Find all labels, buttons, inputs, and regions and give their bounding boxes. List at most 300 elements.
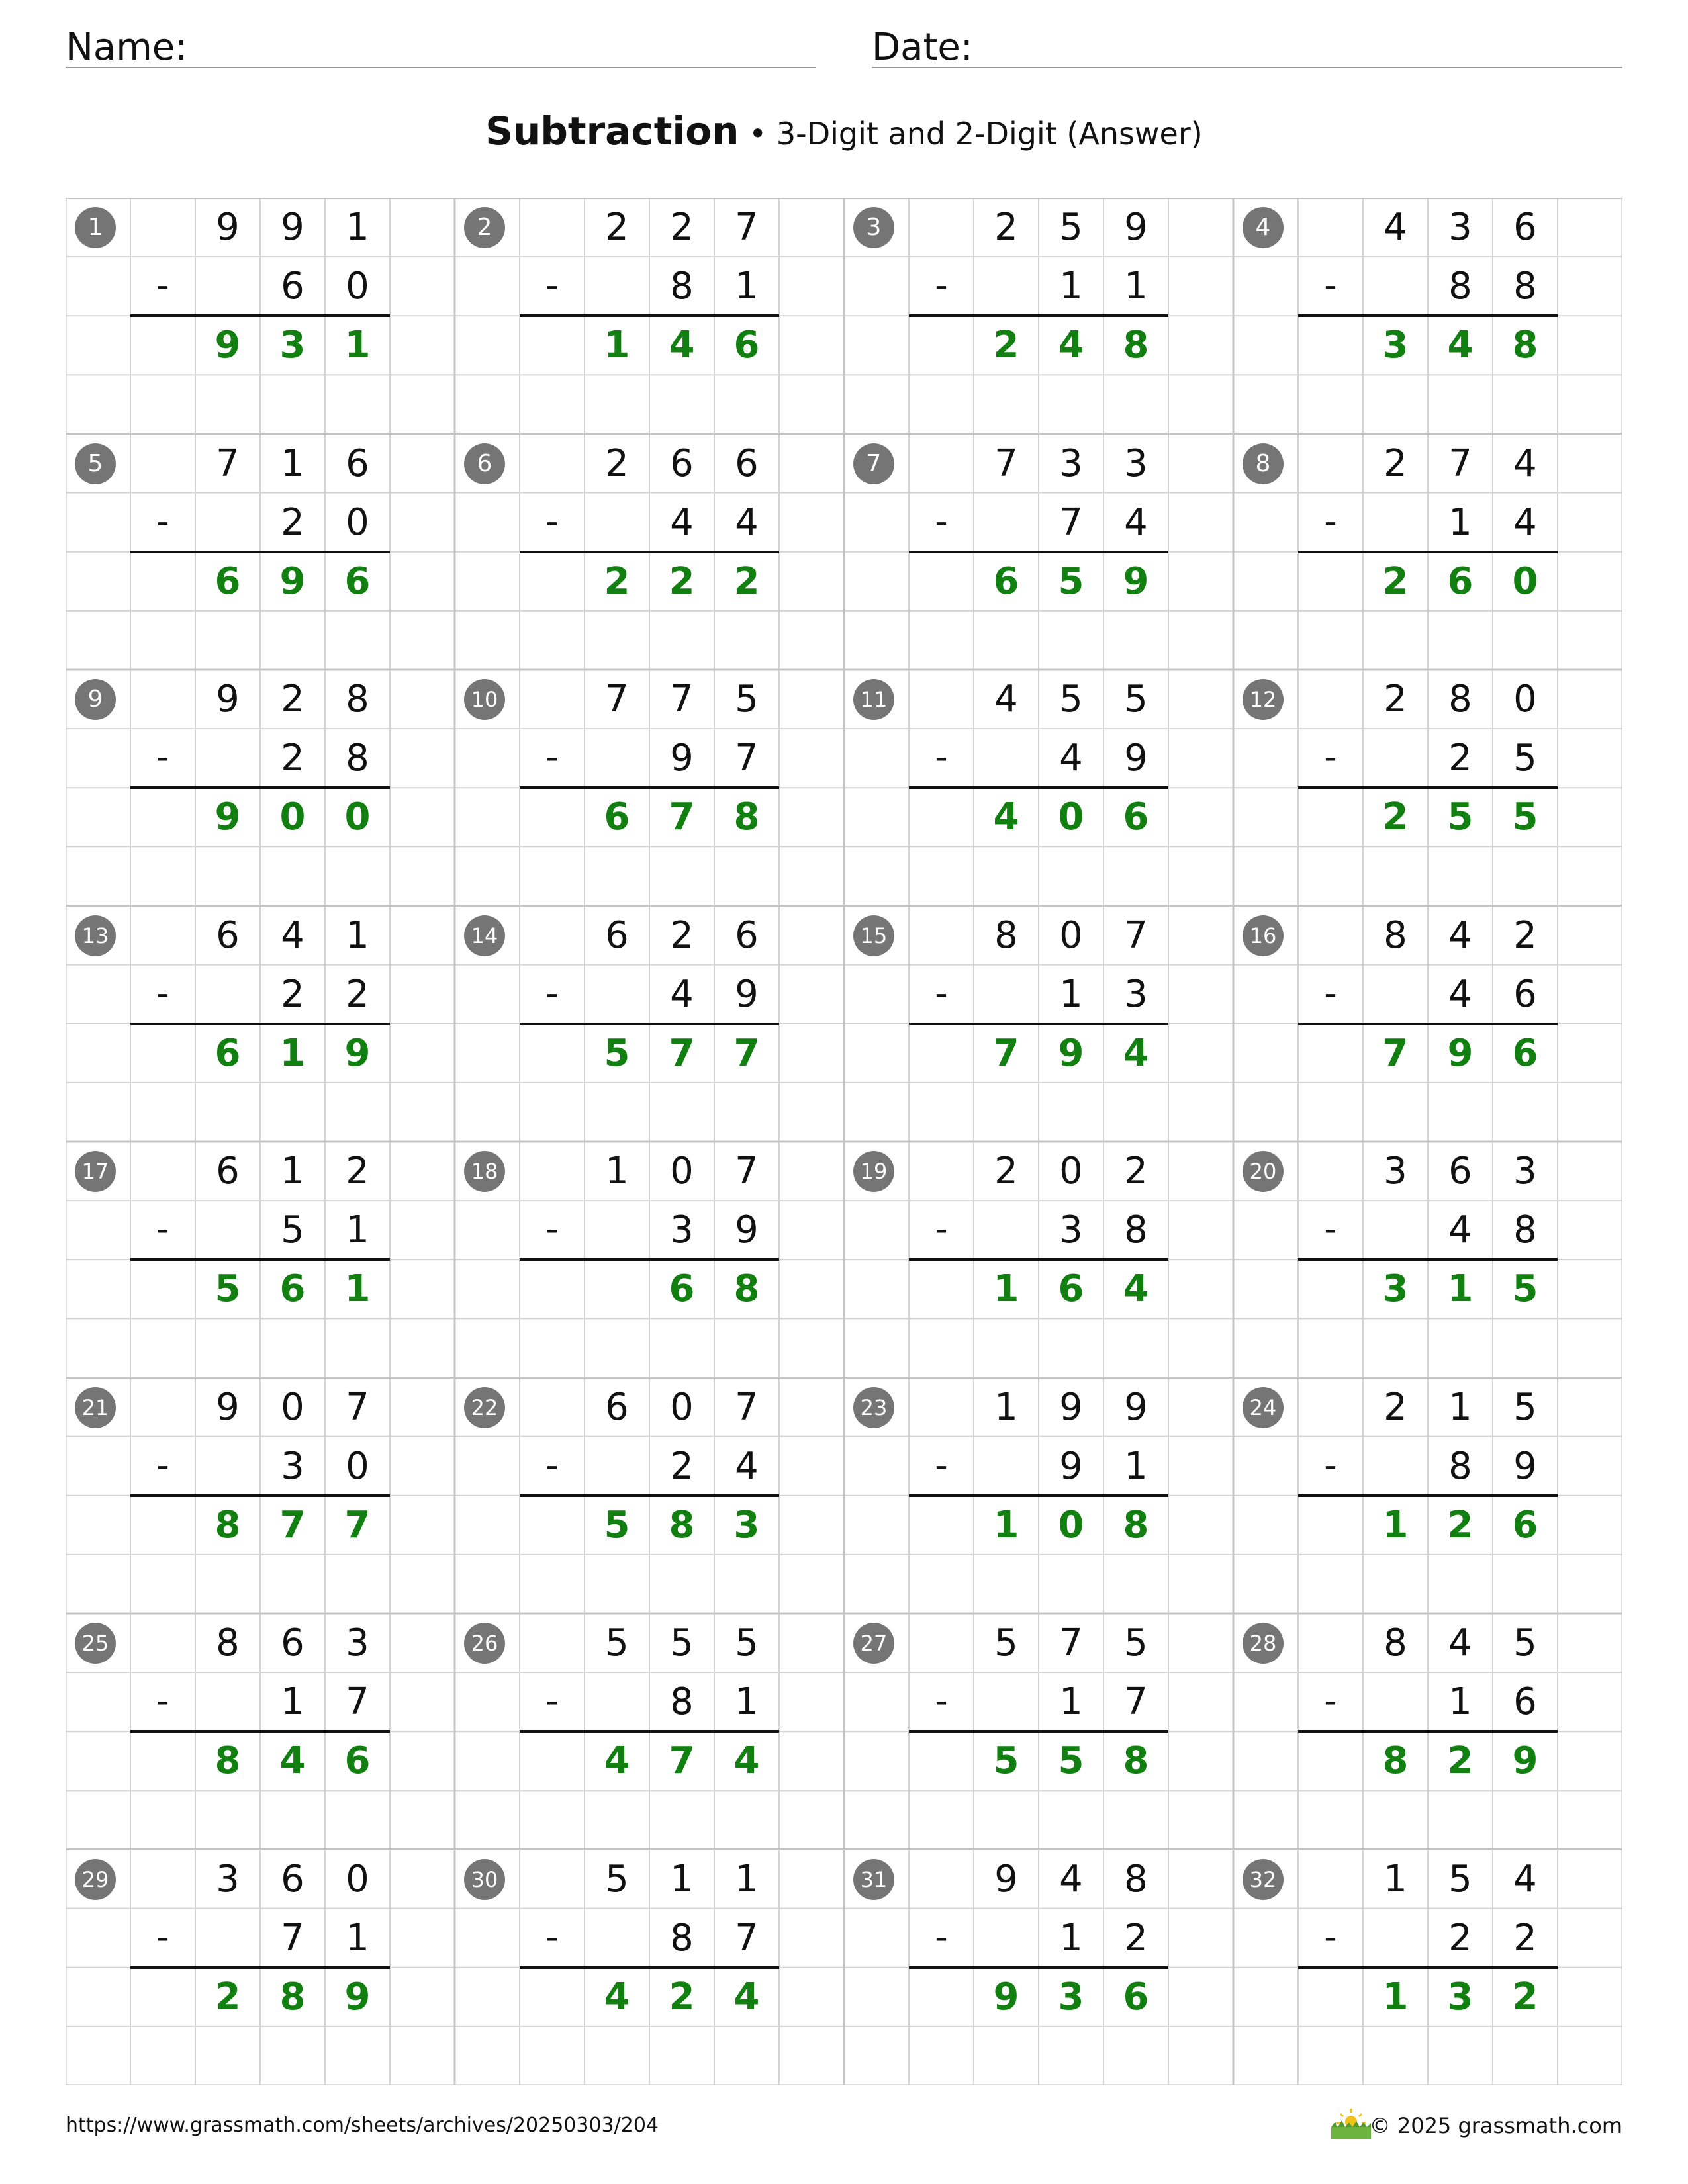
answer-digit: 5 xyxy=(1058,559,1084,603)
subtrahend-digit: 2 xyxy=(1448,737,1472,780)
minuend-digit: 0 xyxy=(346,1857,369,1901)
minus-sign: - xyxy=(1324,736,1337,778)
subtrahend-digit: 1 xyxy=(1124,265,1148,308)
answer-digit: 0 xyxy=(1058,796,1084,839)
answer-digit: 4 xyxy=(604,1975,630,2019)
subtrahend-digit: 8 xyxy=(1513,1208,1537,1252)
minuend-digit: 3 xyxy=(1059,441,1083,485)
problem-number-badge: 21 xyxy=(75,1387,116,1428)
answer-digit: 3 xyxy=(1382,1267,1409,1311)
answer-digit: 3 xyxy=(279,324,306,367)
minuend-digit: 2 xyxy=(281,678,305,721)
problem-number-badge: 4 xyxy=(1243,207,1284,248)
minuend-digit: 3 xyxy=(1383,1150,1407,1193)
problem-22 xyxy=(455,1378,844,1614)
minuend-digit: 0 xyxy=(1513,678,1537,721)
minuend-digit: 9 xyxy=(216,1385,240,1429)
subtrahend-digit: 0 xyxy=(346,1444,369,1488)
minuend-digit: 4 xyxy=(1448,1621,1472,1664)
problem-number-badge: 19 xyxy=(853,1151,894,1192)
answer-digit: 3 xyxy=(733,1503,760,1547)
minuend-digit: 7 xyxy=(735,206,759,249)
minus-sign: - xyxy=(1324,500,1337,542)
minuend-digit: 7 xyxy=(346,1385,369,1429)
subtrahend-digit: 1 xyxy=(1124,1444,1148,1488)
answer-digit: 1 xyxy=(1382,1975,1409,2019)
answer-digit: 4 xyxy=(669,324,695,367)
problem-number-badge: 13 xyxy=(75,915,116,956)
subtrahend-digit: 2 xyxy=(1448,1916,1472,1960)
minuend-digit: 2 xyxy=(346,1150,369,1193)
problem-number-badge: 10 xyxy=(464,679,505,720)
answer-digit: 6 xyxy=(1123,796,1149,839)
minuend-digit: 2 xyxy=(605,441,629,485)
answer-digit: 9 xyxy=(1512,1739,1538,1783)
minuend-digit: 5 xyxy=(1059,206,1083,249)
subtrahend-digit: 1 xyxy=(735,265,759,308)
subtrahend-digit: 9 xyxy=(1513,1444,1537,1488)
problem-number-badge: 3 xyxy=(853,207,894,248)
problem-2 xyxy=(455,198,844,434)
minus-sign: - xyxy=(545,1443,559,1486)
date-line xyxy=(872,67,1622,68)
answer-digit: 1 xyxy=(604,324,630,367)
problem-10 xyxy=(455,670,844,906)
minuend-digit: 9 xyxy=(281,206,305,249)
answer-digit: 8 xyxy=(669,1503,695,1547)
answer-digit: 2 xyxy=(1447,1503,1474,1547)
minuend-digit: 3 xyxy=(346,1621,369,1664)
answer-digit: 6 xyxy=(1447,559,1474,603)
answer-digit: 2 xyxy=(993,324,1019,367)
subtrahend-digit: 4 xyxy=(735,500,759,544)
grass-sun-logo-icon xyxy=(1327,2105,1375,2144)
problem-25 xyxy=(66,1614,455,1850)
minus-sign: - xyxy=(156,264,169,306)
answer-digit: 2 xyxy=(214,1975,241,2019)
subtrahend-digit: 8 xyxy=(670,265,694,308)
problem-number-badge: 31 xyxy=(853,1859,894,1900)
answer-digit: 2 xyxy=(1382,559,1409,603)
subtrahend-digit: 1 xyxy=(1059,265,1083,308)
minus-sign: - xyxy=(545,264,559,306)
minus-sign: - xyxy=(935,972,948,1014)
subtrahend-digit: 6 xyxy=(1513,972,1537,1016)
minus-sign: - xyxy=(935,264,948,306)
minuend-digit: 1 xyxy=(994,1385,1018,1429)
minuend-digit: 6 xyxy=(670,441,694,485)
problem-21 xyxy=(66,1378,455,1614)
minus-sign: - xyxy=(156,1208,169,1250)
problem-number-badge: 1 xyxy=(75,207,116,248)
title-main: Subtraction xyxy=(485,109,739,154)
answer-digit: 9 xyxy=(993,1975,1019,2019)
subtrahend-digit: 5 xyxy=(1513,737,1537,780)
problem-number-badge: 26 xyxy=(464,1623,505,1664)
answer-digit: 8 xyxy=(214,1503,241,1547)
answer-digit: 8 xyxy=(733,796,760,839)
answer-digit: 8 xyxy=(1512,324,1538,367)
minuend-digit: 9 xyxy=(1124,1385,1148,1429)
subtrahend-digit: 8 xyxy=(1513,265,1537,308)
minuend-digit: 9 xyxy=(216,678,240,721)
answer-digit: 6 xyxy=(1512,1031,1538,1075)
answer-digit: 4 xyxy=(1123,1031,1149,1075)
answer-digit: 7 xyxy=(1382,1031,1409,1075)
answer-digit: 3 xyxy=(1382,324,1409,367)
minuend-digit: 1 xyxy=(281,441,305,485)
subtrahend-digit: 7 xyxy=(346,1680,369,1724)
answer-digit: 1 xyxy=(993,1503,1019,1547)
answer-digit: 0 xyxy=(1058,1503,1084,1547)
problem-12 xyxy=(1233,670,1622,906)
subtrahend-digit: 7 xyxy=(735,1916,759,1960)
minuend-digit: 0 xyxy=(281,1385,305,1429)
answer-digit: 8 xyxy=(1123,1503,1149,1547)
minuend-digit: 6 xyxy=(216,913,240,957)
problem-20 xyxy=(1233,1142,1622,1378)
answer-digit: 4 xyxy=(1058,324,1084,367)
minuend-digit: 2 xyxy=(1513,913,1537,957)
subtrahend-digit: 8 xyxy=(1448,265,1472,308)
problem-19 xyxy=(844,1142,1233,1378)
subtrahend-digit: 3 xyxy=(670,1208,694,1252)
minuend-digit: 5 xyxy=(670,1621,694,1664)
answer-digit: 8 xyxy=(1123,324,1149,367)
name-label: Name: xyxy=(66,26,188,69)
problem-30 xyxy=(455,1850,844,2086)
minuend-digit: 4 xyxy=(994,678,1018,721)
answer-digit: 4 xyxy=(279,1739,306,1783)
subtrahend-digit: 1 xyxy=(346,1208,369,1252)
footer-url: https://www.grassmath.com/sheets/archives/20250303/204 xyxy=(66,2114,659,2137)
subtrahend-digit: 0 xyxy=(346,500,369,544)
problem-17 xyxy=(66,1142,455,1378)
problem-1 xyxy=(66,198,455,434)
minus-sign: - xyxy=(545,972,559,1014)
subtrahend-digit: 1 xyxy=(1448,500,1472,544)
minus-sign: - xyxy=(156,736,169,778)
page-title xyxy=(0,105,1688,160)
problem-13 xyxy=(66,906,455,1142)
subtrahend-digit: 1 xyxy=(346,1916,369,1960)
minuend-digit: 7 xyxy=(1124,913,1148,957)
answer-digit: 3 xyxy=(1058,1975,1084,2019)
answer-digit: 6 xyxy=(214,1031,241,1075)
subtrahend-digit: 2 xyxy=(1513,1916,1537,1960)
problem-number-badge: 18 xyxy=(464,1151,505,1192)
problem-number-badge: 2 xyxy=(464,207,505,248)
subtrahend-digit: 8 xyxy=(1124,1208,1148,1252)
minuend-digit: 3 xyxy=(1124,441,1148,485)
minus-sign: - xyxy=(156,1443,169,1486)
minuend-digit: 2 xyxy=(994,1150,1018,1193)
minuend-digit: 2 xyxy=(670,913,694,957)
minus-sign: - xyxy=(1324,1915,1337,1958)
minuend-digit: 5 xyxy=(1124,1621,1148,1664)
subtrahend-digit: 8 xyxy=(670,1680,694,1724)
minuend-digit: 4 xyxy=(1383,206,1407,249)
problem-15 xyxy=(844,906,1233,1142)
footer-copyright: © 2025 grassmath.com xyxy=(1369,2113,1622,2138)
minuend-digit: 6 xyxy=(1513,206,1537,249)
minuend-digit: 1 xyxy=(735,1857,759,1901)
answer-digit: 4 xyxy=(604,1739,630,1783)
minuend-digit: 7 xyxy=(605,678,629,721)
answer-digit: 5 xyxy=(604,1503,630,1547)
problem-number-badge: 9 xyxy=(75,679,116,720)
minuend-digit: 7 xyxy=(994,441,1018,485)
answer-digit: 9 xyxy=(1447,1031,1474,1075)
problem-32 xyxy=(1233,1850,1622,2086)
subtrahend-digit: 7 xyxy=(735,737,759,780)
subtrahend-digit: 1 xyxy=(1448,1680,1472,1724)
problem-number-badge: 5 xyxy=(75,443,116,484)
minuend-digit: 7 xyxy=(216,441,240,485)
answer-digit: 2 xyxy=(1447,1739,1474,1783)
answer-digit: 2 xyxy=(604,559,630,603)
subtrahend-digit: 4 xyxy=(670,500,694,544)
minuend-digit: 5 xyxy=(735,678,759,721)
minuend-digit: 1 xyxy=(1383,1857,1407,1901)
minuend-digit: 8 xyxy=(216,1621,240,1664)
problem-14 xyxy=(455,906,844,1142)
problem-5 xyxy=(66,434,455,670)
subtrahend-digit: 1 xyxy=(1059,972,1083,1016)
problem-number-badge: 11 xyxy=(853,679,894,720)
minuend-digit: 3 xyxy=(1448,206,1472,249)
answer-digit: 5 xyxy=(214,1267,241,1311)
answer-digit: 5 xyxy=(1447,796,1474,839)
minuend-digit: 5 xyxy=(1124,678,1148,721)
answer-digit: 0 xyxy=(279,796,306,839)
minuend-digit: 6 xyxy=(281,1857,305,1901)
answer-digit: 5 xyxy=(604,1031,630,1075)
subtrahend-digit: 4 xyxy=(735,1444,759,1488)
minuend-digit: 6 xyxy=(605,1385,629,1429)
minus-sign: - xyxy=(935,1443,948,1486)
minuend-digit: 1 xyxy=(1448,1385,1472,1429)
answer-digit: 6 xyxy=(279,1267,306,1311)
answer-digit: 7 xyxy=(344,1503,371,1547)
answer-digit: 4 xyxy=(1123,1267,1149,1311)
answer-digit: 9 xyxy=(1058,1031,1084,1075)
subtrahend-digit: 9 xyxy=(735,972,759,1016)
answer-digit: 6 xyxy=(733,324,760,367)
problem-number-badge: 25 xyxy=(75,1623,116,1664)
answer-digit: 6 xyxy=(1512,1503,1538,1547)
title-subtitle: • 3-Digit and 2-Digit (Answer) xyxy=(739,116,1203,152)
problem-number-badge: 23 xyxy=(853,1387,894,1428)
minuend-digit: 2 xyxy=(1383,441,1407,485)
answer-digit: 7 xyxy=(669,1031,695,1075)
minus-sign: - xyxy=(545,1680,559,1721)
minuend-digit: 2 xyxy=(1383,678,1407,721)
subtrahend-digit: 8 xyxy=(346,737,369,780)
answer-digit: 6 xyxy=(604,796,630,839)
problem-23 xyxy=(844,1378,1233,1614)
subtrahend-digit: 0 xyxy=(346,265,369,308)
problem-24 xyxy=(1233,1378,1622,1614)
minuend-digit: 0 xyxy=(670,1385,694,1429)
subtrahend-digit: 2 xyxy=(281,737,305,780)
problem-4 xyxy=(1233,198,1622,434)
minuend-digit: 4 xyxy=(1448,913,1472,957)
minus-sign: - xyxy=(935,736,948,778)
minuend-digit: 1 xyxy=(281,1150,305,1193)
answer-digit: 9 xyxy=(344,1031,371,1075)
subtrahend-digit: 1 xyxy=(1059,1916,1083,1960)
answer-digit: 7 xyxy=(669,1739,695,1783)
minuend-digit: 1 xyxy=(346,913,369,957)
problem-grid xyxy=(66,198,1622,2085)
problem-16 xyxy=(1233,906,1622,1142)
answer-digit: 4 xyxy=(733,1975,760,2019)
problem-number-badge: 32 xyxy=(1243,1859,1284,1900)
problem-number-badge: 8 xyxy=(1243,443,1284,484)
minuend-digit: 6 xyxy=(216,1150,240,1193)
problem-31 xyxy=(844,1850,1233,2086)
answer-digit: 0 xyxy=(344,796,371,839)
problem-number-badge: 28 xyxy=(1243,1623,1284,1664)
answer-digit: 5 xyxy=(1512,796,1538,839)
minus-sign: - xyxy=(545,736,559,778)
minus-sign: - xyxy=(1324,1680,1337,1721)
minus-sign: - xyxy=(1324,1208,1337,1250)
minuend-digit: 0 xyxy=(670,1150,694,1193)
answer-digit: 1 xyxy=(344,1267,371,1311)
minuend-digit: 9 xyxy=(1059,1385,1083,1429)
problem-27 xyxy=(844,1614,1233,1850)
answer-digit: 4 xyxy=(1447,324,1474,367)
subtrahend-digit: 8 xyxy=(670,1916,694,1960)
minuend-digit: 1 xyxy=(346,206,369,249)
answer-digit: 4 xyxy=(733,1739,760,1783)
minuend-digit: 9 xyxy=(216,206,240,249)
minuend-digit: 5 xyxy=(1059,678,1083,721)
subtrahend-digit: 4 xyxy=(1513,500,1537,544)
subtrahend-digit: 4 xyxy=(1059,737,1083,780)
minuend-digit: 5 xyxy=(994,1621,1018,1664)
problem-number-badge: 6 xyxy=(464,443,505,484)
subtrahend-digit: 9 xyxy=(1124,737,1148,780)
minuend-digit: 0 xyxy=(1059,913,1083,957)
subtrahend-digit: 9 xyxy=(1059,1444,1083,1488)
problem-number-badge: 27 xyxy=(853,1623,894,1664)
answer-digit: 2 xyxy=(733,559,760,603)
subtrahend-digit: 7 xyxy=(281,1916,305,1960)
date-label: Date: xyxy=(872,26,973,69)
subtrahend-digit: 6 xyxy=(281,265,305,308)
problem-18 xyxy=(455,1142,844,1378)
minuend-digit: 6 xyxy=(735,441,759,485)
subtrahend-digit: 2 xyxy=(346,972,369,1016)
answer-digit: 7 xyxy=(733,1031,760,1075)
subtrahend-digit: 4 xyxy=(1448,972,1472,1016)
problem-number-badge: 12 xyxy=(1243,679,1284,720)
answer-digit: 9 xyxy=(214,796,241,839)
minus-sign: - xyxy=(156,1915,169,1958)
problem-number-badge: 22 xyxy=(464,1387,505,1428)
minuend-digit: 5 xyxy=(1448,1857,1472,1901)
answer-digit: 8 xyxy=(279,1975,306,2019)
minuend-digit: 3 xyxy=(216,1857,240,1901)
minuend-digit: 6 xyxy=(605,913,629,957)
minus-sign: - xyxy=(156,500,169,542)
subtrahend-digit: 2 xyxy=(281,500,305,544)
subtrahend-digit: 2 xyxy=(1124,1916,1148,1960)
minuend-digit: 7 xyxy=(1059,1621,1083,1664)
name-line xyxy=(66,67,816,68)
answer-digit: 8 xyxy=(1123,1739,1149,1783)
answer-digit: 6 xyxy=(214,559,241,603)
subtrahend-digit: 7 xyxy=(1124,1680,1148,1724)
subtrahend-digit: 3 xyxy=(1124,972,1148,1016)
minuend-digit: 7 xyxy=(1448,441,1472,485)
answer-digit: 2 xyxy=(1382,796,1409,839)
answer-digit: 6 xyxy=(344,1739,371,1783)
minuend-digit: 2 xyxy=(605,206,629,249)
problem-number-badge: 20 xyxy=(1243,1151,1284,1192)
problem-number-badge: 29 xyxy=(75,1859,116,1900)
subtrahend-digit: 8 xyxy=(1448,1444,1472,1488)
problem-number-badge: 14 xyxy=(464,915,505,956)
minuend-digit: 6 xyxy=(281,1621,305,1664)
minuend-digit: 2 xyxy=(1383,1385,1407,1429)
answer-digit: 6 xyxy=(1123,1975,1149,2019)
answer-digit: 2 xyxy=(669,559,695,603)
answer-digit: 9 xyxy=(344,1975,371,2019)
subtrahend-digit: 3 xyxy=(281,1444,305,1488)
answer-digit: 5 xyxy=(1512,1267,1538,1311)
minuend-digit: 8 xyxy=(1448,678,1472,721)
answer-digit: 8 xyxy=(214,1739,241,1783)
minuend-digit: 8 xyxy=(346,678,369,721)
answer-digit: 1 xyxy=(1382,1503,1409,1547)
subtrahend-digit: 1 xyxy=(735,1680,759,1724)
minuend-digit: 5 xyxy=(605,1857,629,1901)
minuend-digit: 1 xyxy=(605,1150,629,1193)
problem-6 xyxy=(455,434,844,670)
answer-digit: 7 xyxy=(993,1031,1019,1075)
minuend-digit: 8 xyxy=(1124,1857,1148,1901)
minuend-digit: 0 xyxy=(1059,1150,1083,1193)
subtrahend-digit: 5 xyxy=(281,1208,305,1252)
answer-digit: 8 xyxy=(733,1267,760,1311)
answer-digit: 6 xyxy=(669,1267,695,1311)
minuend-digit: 6 xyxy=(346,441,369,485)
minus-sign: - xyxy=(545,500,559,542)
minuend-digit: 9 xyxy=(994,1857,1018,1901)
answer-digit: 5 xyxy=(993,1739,1019,1783)
minus-sign: - xyxy=(156,972,169,1014)
minus-sign: - xyxy=(935,500,948,542)
answer-digit: 5 xyxy=(1058,1739,1084,1783)
answer-digit: 1 xyxy=(344,324,371,367)
subtrahend-digit: 9 xyxy=(735,1208,759,1252)
answer-digit: 3 xyxy=(1447,1975,1474,2019)
minus-sign: - xyxy=(545,1915,559,1958)
answer-digit: 7 xyxy=(279,1503,306,1547)
subtrahend-digit: 7 xyxy=(1059,500,1083,544)
minuend-digit: 2 xyxy=(670,206,694,249)
minuend-digit: 9 xyxy=(1124,206,1148,249)
answer-digit: 1 xyxy=(279,1031,306,1075)
minuend-digit: 5 xyxy=(1513,1385,1537,1429)
answer-digit: 1 xyxy=(993,1267,1019,1311)
minuend-digit: 4 xyxy=(281,913,305,957)
problem-number-badge: 30 xyxy=(464,1859,505,1900)
